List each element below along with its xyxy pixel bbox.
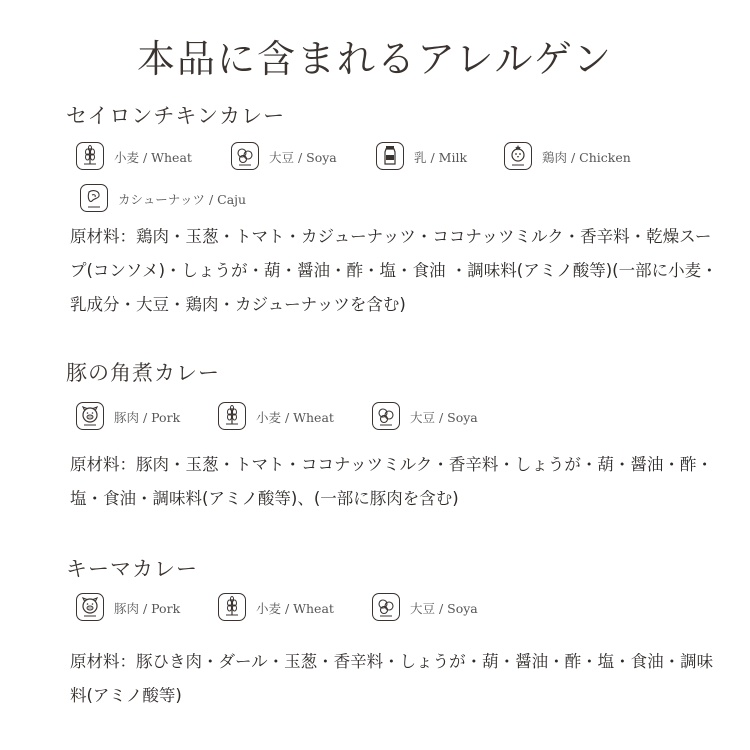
soybean-pictogram bbox=[234, 144, 256, 168]
soybean-icon bbox=[372, 402, 400, 430]
pig-icon bbox=[76, 593, 104, 621]
allergen-label: 豚肉 / Pork bbox=[114, 601, 181, 616]
section-title: セイロンチキンカレー bbox=[66, 104, 286, 128]
cashew-icon bbox=[80, 184, 108, 212]
chicken-icon bbox=[504, 142, 532, 170]
section-title: キーマカレー bbox=[66, 557, 198, 581]
milk-bottle-icon bbox=[376, 142, 404, 170]
allergen-label: 大豆 / Soya bbox=[410, 410, 478, 425]
ingredients-text: 原材料：豚ひき肉・ダール・玉葱・香辛料・しょうが・葫・醤油・酢・塩・食油・調味料(アミノ酸等) bbox=[70, 652, 714, 705]
allergen-label: 大豆 / Soya bbox=[269, 150, 337, 165]
milk-bottle-pictogram bbox=[379, 144, 401, 168]
allergen-label: 小麦 / Wheat bbox=[114, 150, 192, 165]
wheat-pictogram bbox=[221, 404, 243, 428]
allergen-label: 大豆 / Soya bbox=[410, 601, 478, 616]
soybean-icon bbox=[231, 142, 259, 170]
wheat-pictogram bbox=[221, 595, 243, 619]
soybean-pictogram bbox=[375, 595, 397, 619]
allergen-label: 豚肉 / Pork bbox=[114, 410, 181, 425]
wheat-pictogram bbox=[79, 144, 101, 168]
allergen-label: 乳 / Milk bbox=[414, 150, 468, 165]
ingredients-text: 原材料：豚肉・玉葱・トマト・ココナッツミルク・香辛料・しょうが・葫・醤油・酢・塩・食油・調味料(アミノ酸等)、(一部に豚肉を含む) bbox=[70, 455, 713, 508]
ingredients-text: 原材料：鶏肉・玉葱・トマト・カジューナッツ・ココナッツミルク・香辛料・乾燥スープ(コンソメ)・しょうが・葫・醤油・酢・塩・食油 ・調味料(アミノ酸等)(一部に小麦・乳成分・大豆・鶏肉・カジューナッツを含む) bbox=[70, 227, 718, 314]
wheat-icon bbox=[76, 142, 104, 170]
allergen-label: 小麦 / Wheat bbox=[256, 601, 334, 616]
page-title: 本品に含まれるアレルゲン bbox=[136, 37, 613, 81]
soybean-pictogram bbox=[375, 404, 397, 428]
allergen-label: 小麦 / Wheat bbox=[256, 410, 334, 425]
allergen-label: 鶏肉 / Chicken bbox=[542, 150, 631, 165]
section-title: 豚の角煮カレー bbox=[66, 361, 220, 385]
wheat-icon bbox=[218, 593, 246, 621]
soybean-icon bbox=[372, 593, 400, 621]
pig-icon bbox=[76, 402, 104, 430]
pig-pictogram bbox=[79, 595, 101, 619]
wheat-icon bbox=[218, 402, 246, 430]
cashew-pictogram bbox=[83, 186, 105, 210]
pig-pictogram bbox=[79, 404, 101, 428]
chicken-pictogram bbox=[507, 144, 529, 168]
allergen-label: カシューナッツ / Caju bbox=[118, 192, 247, 207]
